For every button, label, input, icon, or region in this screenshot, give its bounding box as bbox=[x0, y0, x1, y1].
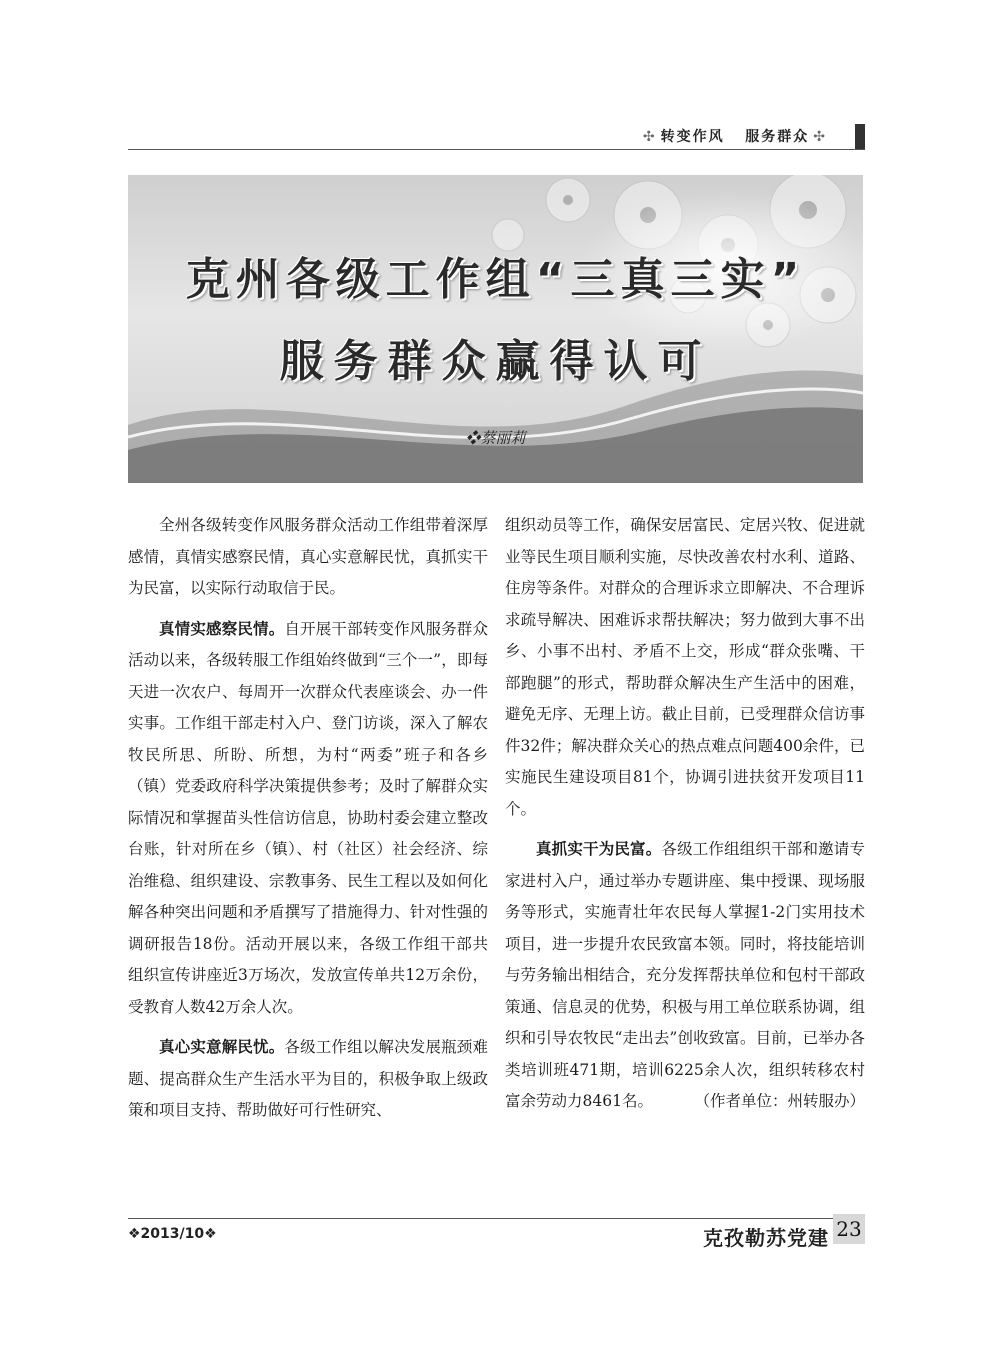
paragraph bbox=[128, 510, 488, 605]
section-title-right: 服务群众 bbox=[745, 129, 810, 145]
paragraph-text: 组织动员等工作，确保安居富民、定居兴牧、促进就业等民生项目顺利实施，尽快改善农村水利、道路、住房等条件。对群众的合理诉求立即解决、不合理诉求疏导解决、困难诉求帮扶解决；努力做到大事不出乡、小事不出村、矛盾不上交，形成“群众张嘴、干部跑腿”的形式，帮助群众解决生产生活中的困难，避免无序、无理上访。截止目前，已受理群众信访事件32件；解决群众关心的热点难点问题400余件，已实施民生建设项目81个，协调引进扶贫开发项目11个。 bbox=[505, 516, 865, 818]
paragraph bbox=[128, 614, 488, 1024]
paragraph-text: 各级工作组组织干部和邀请专家进村入户，通过举办专题讲座、集中授课、现场服务等形式，实施青壮年农民每人掌握1-2门实用技术项目，进一步提升农民致富本领。同时，将技能培训与劳务输出相结合，充分发挥帮扶单位和包村干部政策通、信息灵的优势，积极与用工单位联系协调，组织和引导农牧民“走出去”创收致富。目前，已举办各类培训班471期，培训6225余人次，组织转移农村富余劳动力8461名。 bbox=[505, 840, 865, 1110]
section-title bbox=[639, 126, 831, 146]
section-title-left: 转变作风 bbox=[660, 129, 725, 145]
page-number: 23 bbox=[833, 1214, 865, 1244]
page-footer bbox=[128, 1218, 865, 1248]
paragraph bbox=[505, 510, 865, 825]
cross-ornament-icon: ✣ bbox=[642, 129, 657, 145]
issue-label: ❖2013/10❖ bbox=[128, 1226, 217, 1242]
article-title-line-2: 服务群众赢得认可 bbox=[279, 336, 712, 387]
magazine-title: 克孜勒苏党建 bbox=[703, 1226, 829, 1250]
paragraph-text: 各级工作组以解决发展瓶颈难题、提高群众生产生活水平为目的，积极争取上级政策和项目支持、帮助做好可行性研究、 bbox=[128, 1038, 488, 1119]
paragraph-lead: 真抓实干为民富。 bbox=[536, 840, 662, 858]
article-column-right bbox=[505, 510, 865, 1127]
paragraph-text: 自开展干部转变作风服务群众活动以来，各级转服工作组始终做到“三个一”，即每天进一次农户、每周开一次群众代表座谈会、办一件实事。工作组干部走村入户、登门访谈，深入了解农牧民所思、所盼、所想，为村“两委”班子和各乡（镇）党委政府科学决策提供参考；及时了解群众实际情况和掌握苗头性信访信息，协助村委会建立整改台账，针对所在乡（镇）、村（社区）社会经济、综治维稳、组织建设、宗教事务、民生工程以及如何化解各种突出问题和矛盾撰写了措施得力、针对性强的调研报告18份。活动开展以来，各级工作组干部共组织宣传讲座近3万场次，发放宣传单共12万余份，受教育人数42万余人次。 bbox=[128, 619, 488, 1016]
title-banner bbox=[128, 175, 863, 483]
author-byline: ❖蔡丽莉 bbox=[465, 429, 526, 447]
author-affiliation: （作者单位：州转服办） bbox=[694, 1092, 865, 1110]
paragraph-text: 全州各级转变作风服务群众活动工作组带着深厚感情，真情实感察民情，真心实意解民忧，真抓实干为民富，以实际行动取信于民。 bbox=[128, 516, 488, 597]
footer-rule bbox=[128, 1218, 865, 1219]
article-column-left bbox=[128, 510, 488, 1136]
header-tab-marker bbox=[855, 124, 865, 150]
paragraph bbox=[505, 834, 865, 1118]
cross-ornament-icon: ✣ bbox=[813, 129, 827, 145]
paragraph-lead: 真情实感察民情。 bbox=[159, 619, 285, 638]
article-title-line-1: 克州各级工作组“三真三实” bbox=[185, 254, 806, 305]
paragraph bbox=[128, 1032, 488, 1127]
paragraph-lead: 真心实意解民忧。 bbox=[159, 1038, 285, 1056]
header-rule bbox=[128, 149, 865, 150]
running-header bbox=[128, 124, 865, 150]
